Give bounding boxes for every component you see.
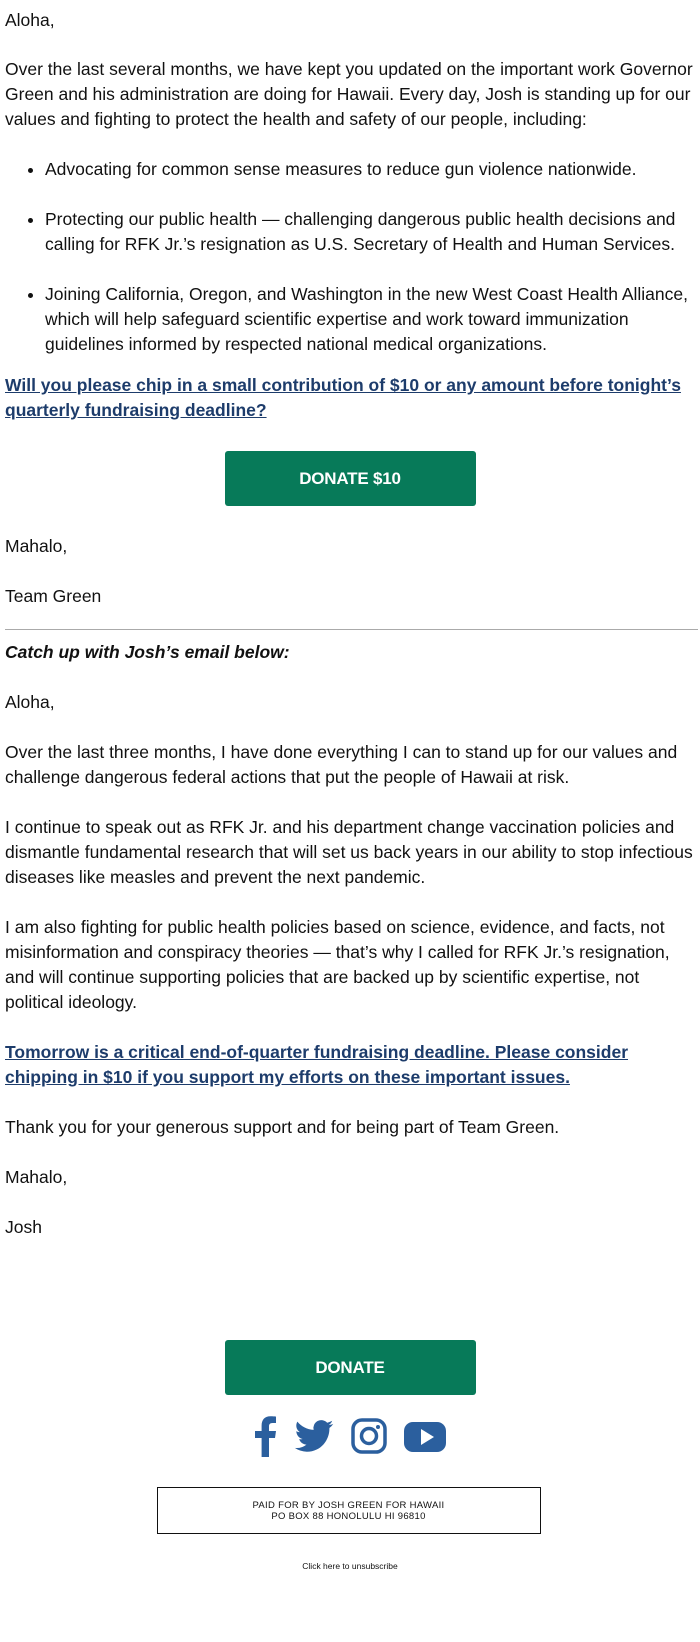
- twitter-link[interactable]: [293, 1415, 335, 1464]
- twitter-icon: [293, 1415, 335, 1457]
- unsubscribe-row: [0, 1554, 700, 1579]
- signoff: Mahalo,: [5, 536, 68, 556]
- forward-paragraph-2: I continue to speak out as RFK Jr. and his department change vaccination policies and dismantle fundamental research that will set us back years in our ability to stop infectious diseases like measles and prevent the next pandemic.: [5, 817, 693, 887]
- forward-greeting: Aloha,: [5, 692, 55, 712]
- social-links: [0, 1415, 700, 1464]
- donate-row: [0, 1340, 700, 1395]
- deadline-link[interactable]: Tomorrow is a critical end-of-quarter fundraising deadline. Please consider chipping in $10 if you support my efforts on these important issues.: [5, 1042, 629, 1087]
- forward-paragraph-1: Over the last three months, I have done everything I can to stand up for our values and challenge dangerous federal actions that put the people of Hawaii at risk.: [5, 742, 678, 787]
- intro-paragraph: Over the last several months, we have kept you updated on the important work Governor Green and his administration are doing for Hawaii. Every day, Josh is standing up for our values and fighting to protect the health and safety of our people, including:: [5, 59, 693, 129]
- forward-signature: Josh: [5, 1217, 42, 1237]
- catchup-heading: Catch up with Josh’s email below:: [5, 642, 290, 662]
- facebook-link[interactable]: [253, 1415, 277, 1464]
- donate-button[interactable]: DONATE: [225, 1340, 476, 1395]
- address-text: PO BOX 88 HONOLULU HI 96810: [271, 1510, 426, 1522]
- thanks-paragraph: Thank you for your generous support and for being part of Team Green.: [5, 1117, 560, 1137]
- paid-for-disclaimer: [157, 1487, 541, 1534]
- donate-10-row: [0, 451, 700, 506]
- list-item: • Advocating for common sense measures to reduce gun violence nationwide.: [45, 157, 698, 182]
- forward-paragraph-3: I am also fighting for public health policies based on science, evidence, and facts, not misinformation and conspiracy theories — that’s why I called for RFK Jr.’s resignation, and will continue supporting policies that are backed up by scientific expertise, not political ideology.: [5, 917, 670, 1012]
- youtube-icon: [403, 1415, 447, 1457]
- achievements-list: [5, 157, 698, 357]
- contribution-link[interactable]: Will you please chip in a small contribution of $10 or any amount before tonight’s quarterly fundraising deadline?: [5, 375, 681, 420]
- unsubscribe-link[interactable]: Click here to unsubscribe: [302, 1561, 398, 1571]
- instagram-icon: [351, 1415, 387, 1457]
- donate-10-button[interactable]: DONATE $10: [225, 451, 476, 506]
- paid-for-text: PAID FOR BY JOSH GREEN FOR HAWAII: [252, 1499, 445, 1511]
- list-item: • Protecting our public health — challenging dangerous public health decisions and calling for RFK Jr.’s resignation as U.S. Secretary of Health and Human Services.: [45, 207, 698, 257]
- facebook-icon: [253, 1415, 277, 1457]
- instagram-link[interactable]: [351, 1415, 387, 1464]
- signature: Team Green: [5, 586, 102, 606]
- greeting: Aloha,: [5, 10, 55, 30]
- forward-signoff: Mahalo,: [5, 1167, 68, 1187]
- list-item: • Joining California, Oregon, and Washington in the new West Coast Health Alliance, which will help safeguard scientific expertise and work toward immunization guidelines informed by respected national medical organizations.: [45, 282, 698, 357]
- youtube-link[interactable]: [403, 1415, 447, 1464]
- divider: [5, 629, 698, 630]
- email-content: [5, 8, 698, 1579]
